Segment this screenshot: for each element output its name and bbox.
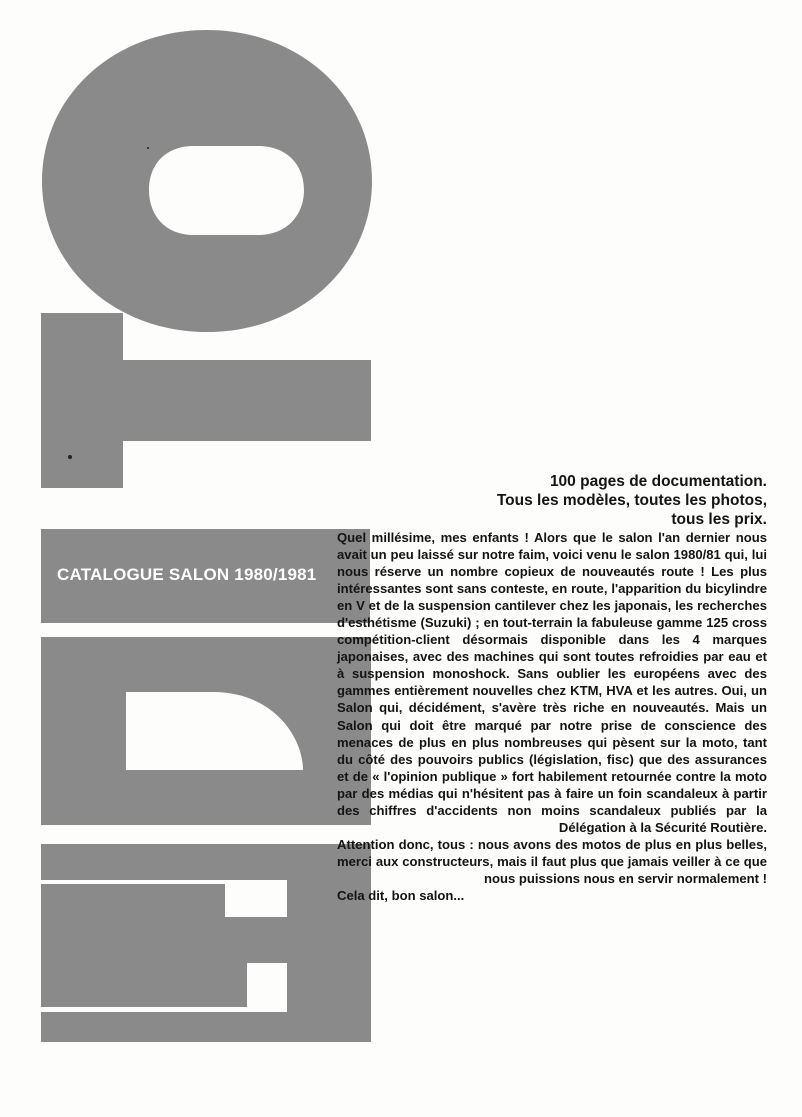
headline-line-3: tous les prix. [671, 511, 767, 528]
paragraph-3: Cela dit, bon salon... [337, 887, 465, 903]
scan-speck [68, 455, 72, 459]
title-letter-d [41, 637, 371, 825]
scan-speck [147, 147, 149, 149]
headline-line-1: 100 pages de documentation. [549, 473, 767, 490]
title-letter-e [41, 844, 371, 1042]
banner-label: CATALOGUE SALON 1980/1981 [57, 565, 317, 584]
headline-line-2: Tous les modèles, toutes les photos, [496, 492, 767, 509]
editorial-body [337, 529, 767, 904]
title-letter-o [42, 30, 372, 332]
paragraph-2: Attention donc, tous : nous avons des motos de plus en plus belles, merci aux constructeurs, mais il faut plus que jamais veiller à ce que nous puissions nous en servir normalement ! [337, 836, 767, 886]
catalogue-banner [41, 529, 370, 623]
headline [337, 472, 767, 529]
paragraph-1: Quel millésime, mes enfants ! Alors que le salon l'an dernier nous avait un peu laissé sur notre faim, voici venu le salon 1980/81 qui, lui nous réserve un nombre copieux de nouveautés route ! Les plus intéressantes sont sans conteste, en route, l'apparition du bicylindre en V et de la suspension cantilever chez les japonais, les recherches d'esthétisme (Suzuki) ; en tout-terrain la fabuleuse gamme 125 cross compétition-client désormais disponible dans les 4 marques japonaises, avec des machines qui sont toutes refroidies par eau et à suspension monoshock. Sans oublier les européens avec des gammes entièrement nouvelles chez KTM, HVA et les autres. Oui, un Salon qui, décidément, s'avère très riche en nouveautés. Mais un Salon qui doit être marqué par notre prise de conscience des menaces de plus en plus nombreuses qui pèsent sur la moto, tant du côté des pouvoirs publics (législation, fisc) que des assurances et de « l'opinion publique » fort habilement retournée contre la moto par des médias qui n'hésitent pas à faire un foin scandaleux à partir des chiffres d'accidents non moins scandaleux publiés par la Délégation à la Sécurité Routière. [337, 530, 767, 835]
title-letter-t [41, 313, 371, 488]
